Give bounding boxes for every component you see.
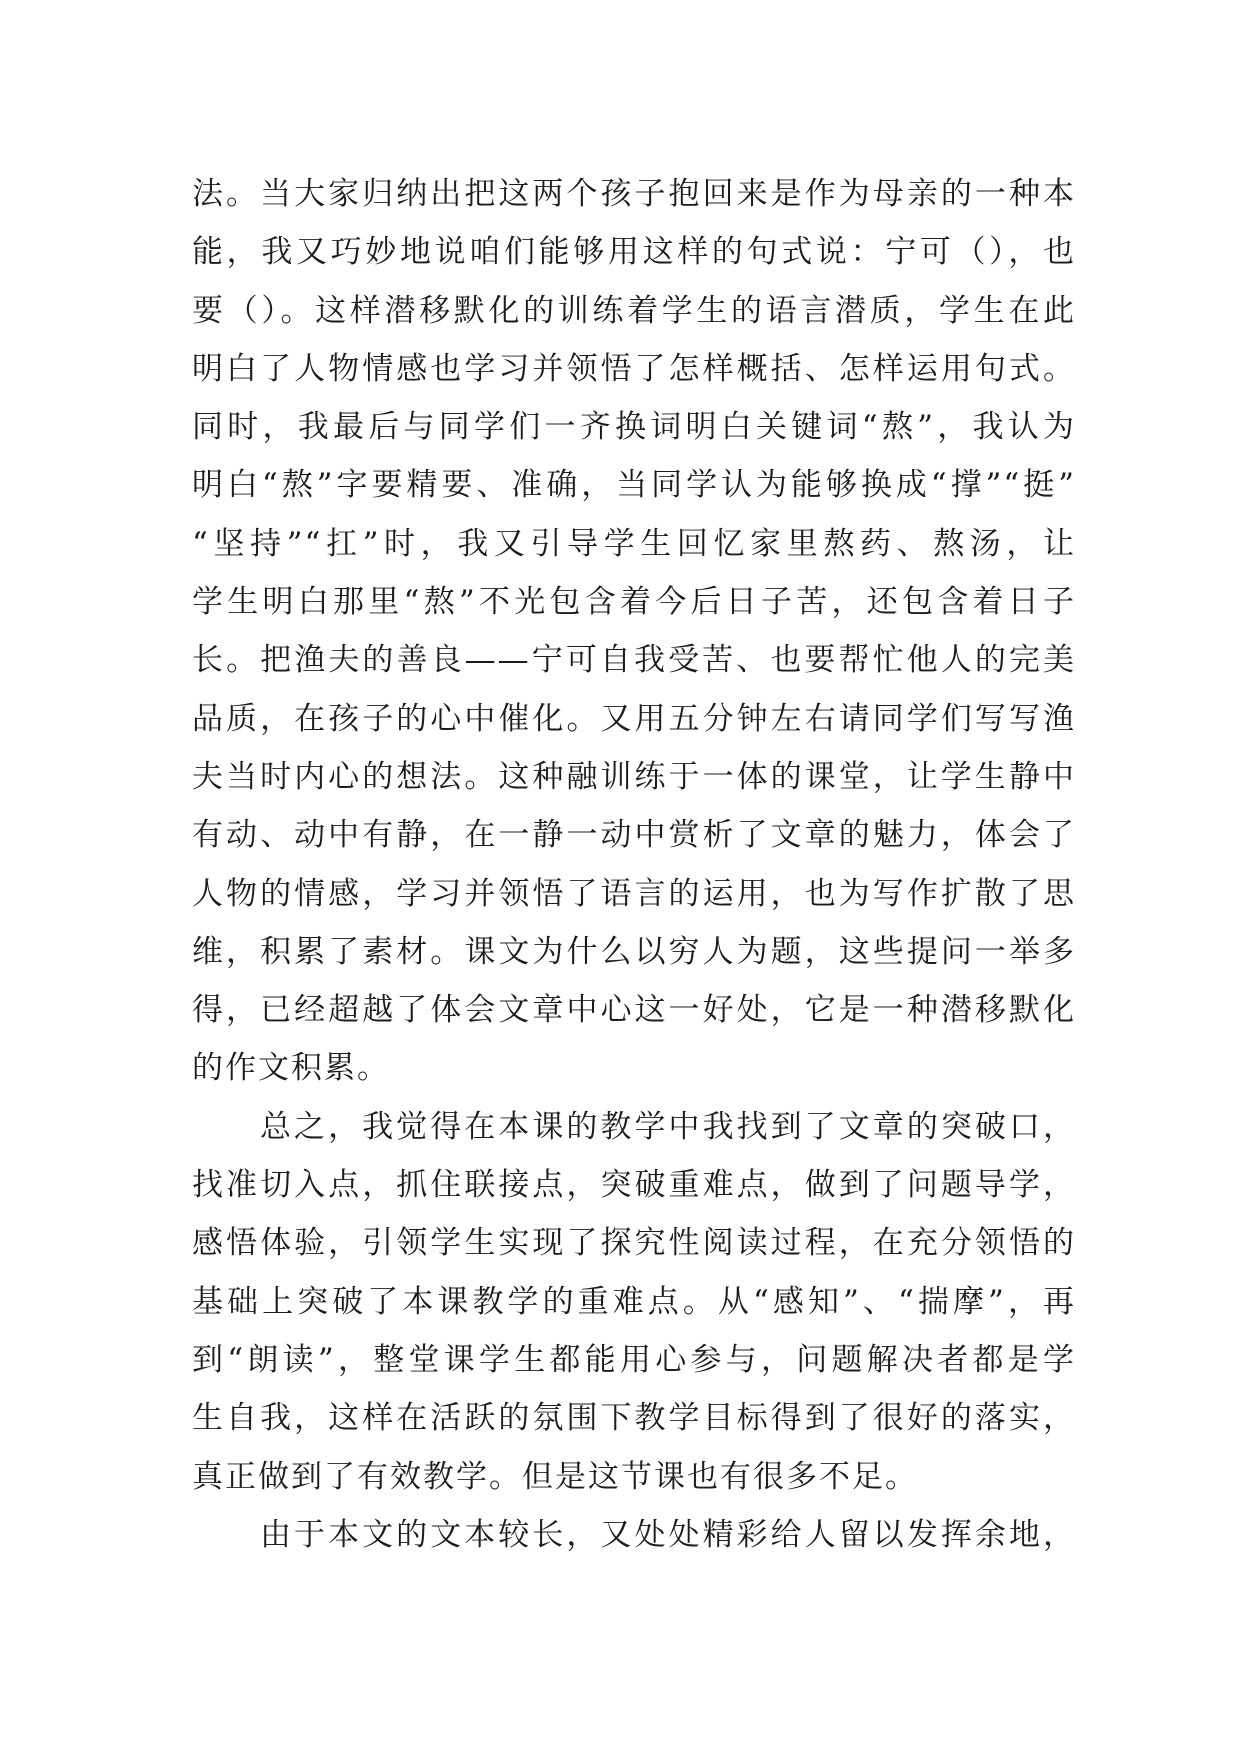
text-line: “坚持”“扛”时，我又引导学生回忆家里熬药、熬汤，让 — [192, 525, 1076, 562]
body-text — [192, 165, 1076, 1564]
text-line: 找准切入点，抓住联接点，突破重难点，做到了问题导学， — [192, 1167, 1076, 1204]
text-line: 生自我，这样在活跃的氛围下教学目标得到了很好的落实， — [192, 1400, 1076, 1437]
text-line: 能，我又巧妙地说咱们能够用这样的句式说：宁可（），也 — [192, 234, 1076, 271]
text-line: 基础上突破了本课教学的重难点。从“感知”、“揣摩”，再 — [192, 1283, 1076, 1320]
text-line: 同时，我最后与同学们一齐换词明白关键词“熬”，我认为 — [192, 409, 1076, 446]
text-line: 真正做到了有效教学。但是这节课也有很多不足。 — [192, 1458, 918, 1495]
text-line: 到“朗读”，整堂课学生都能用心参与，问题解决者都是学 — [192, 1341, 1076, 1378]
text-line: 夫当时内心的想法。这种融训练于一体的课堂，让学生静中 — [192, 758, 1076, 795]
text-line: 得，已经超越了体会文章中心这一好处，它是一种潜移默化 — [192, 992, 1076, 1029]
paragraph — [192, 1098, 1076, 1506]
text-line: 明白了人物情感也学习并领悟了怎样概括、怎样运用句式。 — [192, 350, 1076, 387]
text-line: 的作文积累。 — [192, 1050, 390, 1087]
text-line: 品质，在孩子的心中催化。又用五分钟左右请同学们写写渔 — [192, 700, 1076, 737]
paragraph — [192, 165, 1076, 1098]
text-line: 有动、动中有静，在一静一动中赏析了文章的魅力，体会了 — [192, 817, 1076, 854]
text-line: 维，积累了素材。课文为什么以穷人为题，这些提问一举多 — [192, 933, 1076, 970]
text-line: 学生明白那里“熬”不光包含着今后日子苦，还包含着日子 — [192, 584, 1076, 621]
paragraph — [192, 1506, 1076, 1564]
text-line: 总之，我觉得在本课的教学中我找到了文章的突破口， — [260, 1108, 1076, 1145]
text-line: 法。当大家归纳出把这两个孩子抱回来是作为母亲的一种本 — [192, 176, 1076, 212]
text-line: 明白“熬”字要精要、准确，当同学认为能够换成“撑”“挺” — [192, 467, 1076, 504]
text-line: 感悟体验，引领学生实现了探究性阅读过程，在充分领悟的 — [192, 1225, 1076, 1262]
text-line: 人物的情感，学习并领悟了语言的运用，也为写作扩散了思 — [192, 875, 1076, 912]
text-line: 由于本文的文本较长，又处处精彩给人留以发挥余地， — [260, 1516, 1076, 1553]
text-line: 要（）。这样潜移默化的训练着学生的语言潜质，学生在此 — [192, 292, 1076, 329]
text-line: 长。把渔夫的善良——宁可自我受苦、也要帮忙他人的完美 — [192, 642, 1076, 679]
